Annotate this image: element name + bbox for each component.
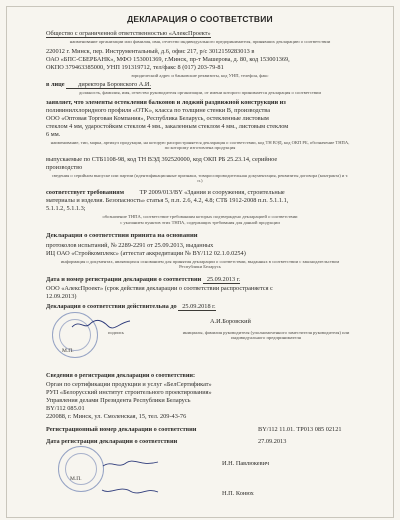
applicant-person-row — [46, 81, 151, 88]
registrar-signer-1: И.Н. Павлюкевич — [222, 460, 270, 467]
statement-line-3: ООО «Оптовая Торговая Компания», Республика Беларусь, остекленные листовым — [46, 115, 269, 122]
statement-caption: наименование, тип, марка, артикул продукции, на которую распространяется декларация о соответствии, код ТН ВЭД, код ОКП РБ, обозначение ТНПА, по которому изготовлена продукция — [50, 140, 350, 151]
accept-date-value: 25.09.2013 г. — [203, 276, 240, 284]
valid-until-row — [46, 303, 216, 310]
registration-line-1: Орган по сертификации продукции и услуг «БелСертификат» — [46, 381, 212, 388]
release-line-1: выпускаемые по СТБ1108-98, код ТН ВЭД 392520000, код ОКП РБ 25.23.14, серийное — [46, 156, 278, 163]
accept-date-label: Дата и номер регистрации декларации о соответствии — [46, 276, 202, 283]
registrar-signer-2: Н.П. Конюх — [222, 490, 254, 497]
registration-stamp-place-label: М.П. — [70, 476, 82, 482]
basis-line-2: ИЦ ОАО «Стройкомплекс» (аттестат аккредитации № BY/112 02.1.0.0254) — [46, 250, 246, 257]
applicant-name-caption: наименование организации или фамилия, имя, отчество индивидуального предпринимателя, принявших декларацию о соответствии — [69, 39, 331, 44]
statement-line-1: заявляет, что элементы остекления балконов и лоджий раздвижной конструкции из — [46, 99, 286, 106]
requirements-label: соответствует требованиям — [46, 189, 124, 196]
reg-number-value: BY/112 11.01. ТР013 085 02121 — [258, 426, 342, 433]
registration-heading: Сведения о регистрации декларации о соответствии: — [46, 372, 196, 379]
director-name: А.И.Боровский — [210, 318, 251, 325]
basis-line-1: протоколов испытаний, № 2289-2291 от 25.09.2013, выданных — [46, 242, 214, 249]
reg-number-label: Регистрационный номер декларации о соответствии — [46, 426, 197, 433]
requirements-line-1: ТР 2009/013/BY «Здания и сооружения, строительные — [139, 189, 285, 196]
registrar-signature-2 — [100, 484, 162, 496]
statement-line-2: поливинилхлоридного профиля «OTK», класса по толщине стенки В, производства — [46, 107, 270, 114]
applicant-address-caption: юридический адрес и банковские реквизиты, код УНП, телефон, факс — [131, 73, 269, 78]
stamp-place-label: М.П. — [62, 348, 74, 354]
applicant-address-3: ОКПО 379463385000, УНП 191319712, тел/факс 8 (017) 203-79-81 — [46, 64, 224, 71]
applicant-address-2: ОАО «БПС-СБЕРБАНК», МФО 153001369, г.Минск, пр-т Машерова, д. 80, код 153001369, — [46, 56, 290, 63]
release-caption: сведения о серийном выпуске или партии (идентификационные признаки, товаросопроводительная документация, реквизиты договора (контракта) и т. п.) — [51, 173, 349, 184]
accept-date-row — [46, 276, 240, 283]
registration-line-4: BY/112 085.01 — [46, 405, 85, 412]
reg-date-label: Дата регистрации декларации о соответствии — [46, 438, 178, 445]
registration-line-2: РУП «Белорусский институт строительного проектирования» — [46, 389, 212, 396]
signature-caption: подпись — [107, 330, 124, 335]
statement-line-4: стеклом 4 мм, ударостойким стеклом 4 мм., закаленным стеклом 4 мм., листовым стеклом — [46, 123, 289, 130]
valid-until-value: 25.09.2018 г. — [178, 303, 215, 311]
person-caption: должность, фамилия, имя, отчество руководителя организации, от имени которого принимается декларация о соответствии — [79, 90, 321, 95]
requirements-caption-1: обозначение ТНПА, соответствие требованиям которых подтверждено декларацией о соответствии — [102, 214, 298, 219]
director-signature — [70, 318, 132, 330]
requirements-line-3: 5.1.1.2, 5.1.1.3; — [46, 205, 86, 212]
person-label: в лице — [46, 81, 65, 88]
reg-date-value: 27.09.2013 — [258, 438, 287, 445]
registration-line-5: 220088, г. Минск, ул. Смоленская, 15, тел. 209-43-76 — [46, 413, 187, 420]
registrar-signature-1 — [100, 458, 162, 470]
valid-until-label: Декларация о соответствии действительна до — [46, 303, 177, 310]
requirements-caption-2: с указанием пунктов этих ТНПА, содержащих требования для данной продукции — [120, 220, 280, 225]
requirements-row — [46, 189, 285, 196]
person-value: директора Боровского А.И. — [66, 81, 151, 89]
requirements-line-2: материалы и изделия. Безопасность» статья 5, п.п. 2.6, 4.2, 4.8; СТБ 1912-2008 п.п. 5.1.1.1, — [46, 197, 289, 204]
signer-caption: инициалы, фамилия руководителя (уполномоченного заместителя руководителя) или индивидуального предпринимателя — [182, 330, 350, 341]
statement-line-5: 6 мм. — [46, 131, 61, 138]
document-title: ДЕКЛАРАЦИЯ О СООТВЕТСТВИИ — [127, 14, 273, 24]
release-line-2: производство — [46, 164, 83, 171]
applicant-address-1: 220012 г. Минск, пер. Инструментальный, д.6, офис 217, р/с 3012159283013 в — [46, 48, 255, 55]
basis-heading: Декларация о соответствии принята на основании — [46, 232, 198, 239]
accept-org-line-1: ООО «АлексПроект» (срок действия декларации о соответствии распространяется с — [46, 285, 273, 292]
registration-stamp — [58, 446, 104, 492]
accept-org-line-2: 12.09.2013) — [46, 293, 77, 300]
registration-line-3: Управления делами Президента Республики Беларусь — [46, 397, 191, 404]
applicant-name: Общество с ограниченной ответственностью «АлексПроект» — [46, 30, 211, 37]
basis-caption: информация о документах, являющихся основанием для принятия декларации о соответствии, выданных в соответствии с законодательством Республики Беларусь — [60, 259, 340, 270]
